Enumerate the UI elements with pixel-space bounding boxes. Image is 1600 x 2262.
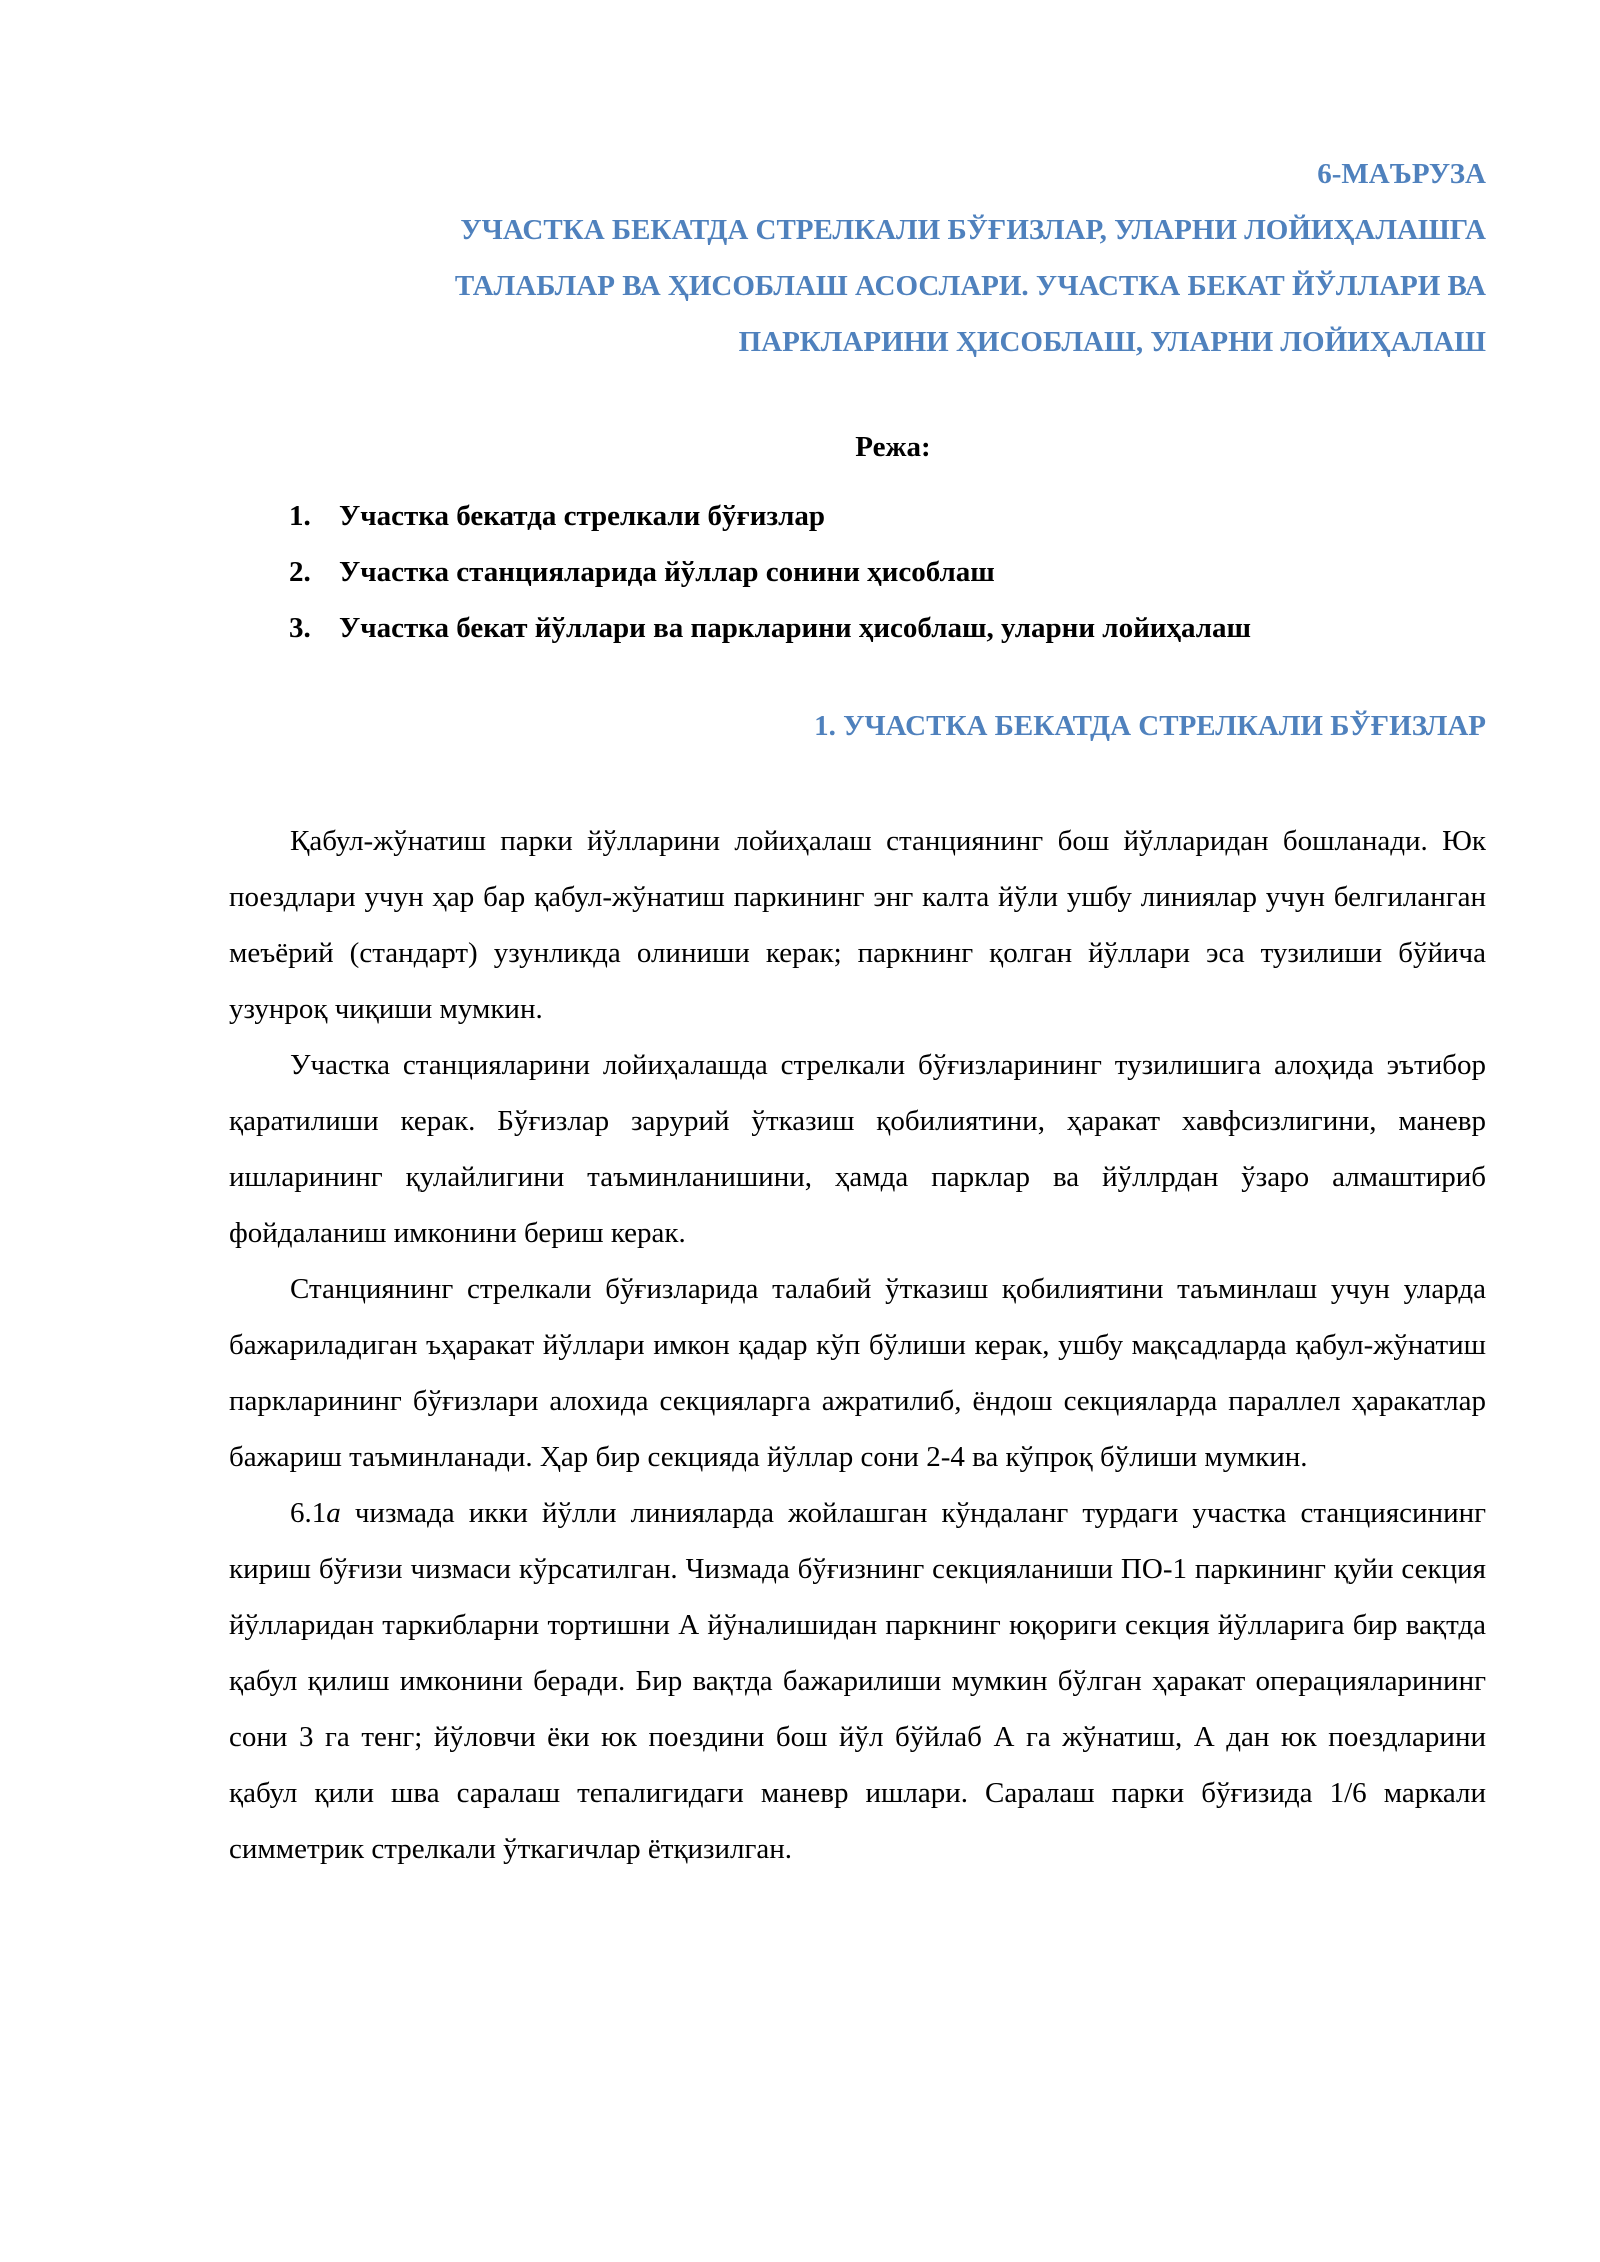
paragraph: Участка станцияларини лойиҳалашда стрелкали бўғизларининг тузилишига алоҳида эътибор қаратилиши керак. Бўғизлар зарурий ўтказиш қобилиятини, ҳаракат хавфсизлигини, маневр ишларининг қулайлигини таъминланишини, ҳамда парклар ва йўллрдан ўзаро алмаштириб фойдаланиш имконини бериш керак. — [229, 1049, 1486, 1249]
lecture-heading — [300, 146, 1486, 370]
paragraph: Станциянинг стрелкали бўғизларида талабий ўтказиш қобилиятини таъминлаш учун уларда бажариладиган ъҳаракат йўллари имкон қадар кўп бўлиши керак, ушбу мақсадларда қабул-жўнатиш паркларининг бўғизлари алохида секцияларга ажратилиб, ёндош секцияларда параллел ҳаракатлар бажариш таъминланади. Ҳар бир секцияда йўллар сони 2-4 ва кўпроқ бўлиши мумкин. — [229, 1273, 1486, 1473]
figure-ref-number: 6.1 — [290, 1497, 327, 1529]
lecture-title-line: ПАРКЛАРИНИ ҲИСОБЛАШ, УЛАРНИ ЛОЙИҲАЛАШ — [738, 326, 1486, 358]
figure-ref-letter: а — [326, 1497, 341, 1529]
plan-item-text: Участка бекат йўллари ва паркларини ҳисоблаш, уларни лойиҳалаш — [339, 612, 1251, 644]
plan-list — [289, 488, 1489, 656]
plan-item — [289, 488, 1489, 544]
lecture-title-line: УЧАСТКА БЕКАТДА СТРЕЛКАЛИ БЎҒИЗЛАР, УЛАРНИ ЛОЙИҲАЛАШГА — [460, 214, 1486, 246]
lecture-title-line: ТАЛАБЛАР ВА ҲИСОБЛАШ АСОСЛАРИ. УЧАСТКА БЕКАТ ЙЎЛЛАРИ ВА — [454, 270, 1486, 302]
paragraph — [229, 1485, 1486, 1877]
plan-item-number: 3. — [289, 612, 311, 644]
plan-item-number: 1. — [289, 500, 311, 532]
plan-item — [289, 544, 1489, 600]
plan-item-text: Участка станцияларида йўллар сонини ҳисоблаш — [339, 556, 995, 588]
plan-item-text: Участка бекатда стрелкали бўғизлар — [339, 500, 825, 532]
plan-title: Режа: — [855, 431, 931, 463]
paragraph: Қабул-жўнатиш парки йўлларини лойиҳалаш станциянинг бош йўлларидан бошланади. Юк поездлари учун ҳар бар қабул-жўнатиш паркининг энг калта йўли ушбу линиялар учун белгиланган меъёрий (стандарт) узунликда олиниши керак; паркнинг қолган йўллари эса тузилиши бўйича узунроқ чиқиши мумкин. — [229, 825, 1486, 1025]
paragraph-text: чизмада икки йўлли линияларда жойлашган кўндаланг турдаги участка станциясининг кириш бўғизи чизмаси кўрсатилган. Чизмада бўғизнинг секцияланиши ПО-1 паркининг қуйи секция йўлларидан таркибларни тортишни А йўналишидан паркнинг юқориги секция йўлларига бир вақтда қабул қилиш имконини беради. Бир вақтда бажарилиши мумкин бўлган ҳаракат операцияларининг сони 3 га тенг; йўловчи ёки юк поездини бош йўл бўйлаб А га жўнатиш, А дан юк поездларини қабул қили шва саралаш тепалигидаги маневр ишлари. Саралаш парки бўғизида 1/6 маркали симметрик стрелкали ўткагичлар ётқизилган. — [229, 1497, 1486, 1865]
plan-item — [289, 600, 1489, 656]
body-text — [229, 813, 1486, 1877]
plan-item-number: 2. — [289, 556, 311, 588]
lecture-label: 6-МАЪРУЗА — [1317, 158, 1486, 190]
section-heading: 1. УЧАСТКА БЕКАТДА СТРЕЛКАЛИ БЎҒИЗЛАР — [814, 710, 1486, 742]
